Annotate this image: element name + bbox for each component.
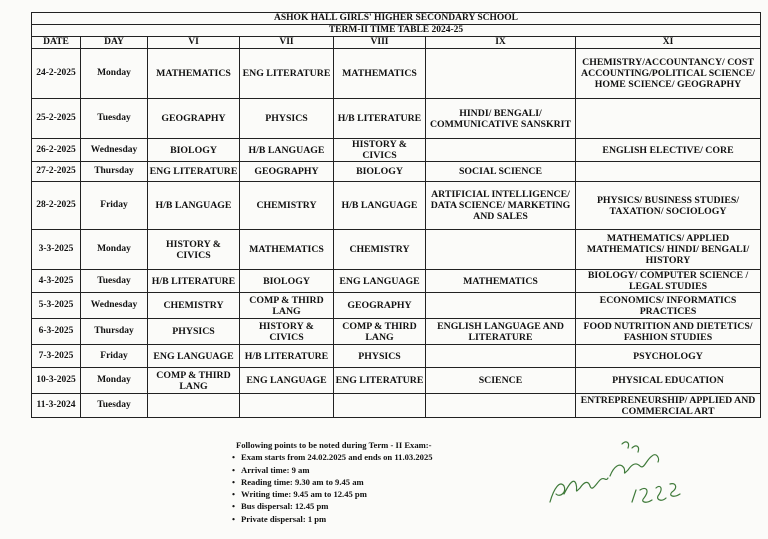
subject-cell-vi: MATHEMATICS	[148, 49, 240, 99]
subject-cell-vi: COMP & THIRD LANG	[148, 368, 240, 394]
subject-cell-viii: H/B LITERATURE	[334, 99, 426, 139]
bullet-icon: •	[232, 452, 236, 463]
subject-cell-ix	[426, 345, 576, 368]
day-cell: Tuesday	[81, 270, 148, 293]
timetable	[31, 12, 761, 418]
note-text: Private dispersal: 1 pm	[241, 513, 327, 524]
subject-cell-vi: ENG LITERATURE	[148, 162, 240, 182]
date-cell: 11-3-2024	[32, 394, 81, 418]
notes-heading: Following points to be noted during Term - II Exam:-	[236, 440, 432, 450]
subject-cell-xi: MATHEMATICS/ APPLIED MATHEMATICS/ HINDI/ BENGALI/ HISTORY	[576, 230, 761, 270]
subject-cell-xi	[576, 99, 761, 139]
subject-cell-vii: CHEMISTRY	[240, 182, 334, 230]
subject-cell-viii: H/B LANGUAGE	[334, 182, 426, 230]
subject-cell-vi: HISTORY & CIVICS	[148, 230, 240, 270]
subject-cell-xi: PSYCHOLOGY	[576, 345, 761, 368]
subject-cell-viii: CHEMISTRY	[334, 230, 426, 270]
subject-cell-vi: GEOGRAPHY	[148, 99, 240, 139]
subject-cell-viii: ENG LANGUAGE	[334, 270, 426, 293]
table-row	[32, 394, 761, 418]
table-row	[32, 139, 761, 162]
bullet-icon: •	[232, 501, 236, 512]
date-cell: 24-2-2025	[32, 49, 81, 99]
notes-list	[228, 451, 548, 525]
subject-cell-vii: GEOGRAPHY	[240, 162, 334, 182]
subject-cell-vii: ENG LANGUAGE	[240, 368, 334, 394]
subject-cell-ix	[426, 139, 576, 162]
day-cell: Tuesday	[81, 99, 148, 139]
subject-cell-vi: CHEMISTRY	[148, 293, 240, 319]
subject-cell-vii: H/B LITERATURE	[240, 345, 334, 368]
day-cell: Thursday	[81, 162, 148, 182]
header-class-vi: VI	[148, 37, 240, 49]
day-cell: Monday	[81, 368, 148, 394]
subject-cell-ix: SCIENCE	[426, 368, 576, 394]
bullet-icon: •	[232, 513, 236, 524]
note-item	[228, 488, 548, 500]
subject-cell-ix: HINDI/ BENGALI/ COMMUNICATIVE SANSKRIT	[426, 99, 576, 139]
subject-cell-xi	[576, 162, 761, 182]
note-item	[228, 451, 548, 463]
note-item	[228, 464, 548, 476]
date-cell: 4-3-2025	[32, 270, 81, 293]
bullet-icon: •	[232, 464, 236, 475]
subject-cell-vii: HISTORY & CIVICS	[240, 319, 334, 345]
date-cell: 6-3-2025	[32, 319, 81, 345]
subject-cell-viii	[334, 394, 426, 418]
subject-cell-xi: ENGLISH ELECTIVE/ CORE	[576, 139, 761, 162]
subject-cell-xi: ECONOMICS/ INFORMATICS PRACTICES	[576, 293, 761, 319]
subject-cell-xi: PHYSICS/ BUSINESS STUDIES/ TAXATION/ SOCIOLOGY	[576, 182, 761, 230]
date-cell: 26-2-2025	[32, 139, 81, 162]
table-row	[32, 99, 761, 139]
school-name: ASHOK HALL GIRLS' HIGHER SECONDARY SCHOOL	[32, 13, 761, 25]
table-row	[32, 162, 761, 182]
subject-cell-vi: PHYSICS	[148, 319, 240, 345]
table-row	[32, 293, 761, 319]
subject-cell-viii: MATHEMATICS	[334, 49, 426, 99]
note-text: Bus dispersal: 12.45 pm	[241, 501, 329, 512]
table-row	[32, 182, 761, 230]
subject-cell-xi: BIOLOGY/ COMPUTER SCIENCE / LEGAL STUDIES	[576, 270, 761, 293]
day-cell: Monday	[81, 49, 148, 99]
date-cell: 7-3-2025	[32, 345, 81, 368]
note-text: Writing time: 9.45 am to 12.45 pm	[241, 489, 367, 500]
header-day: DAY	[81, 37, 148, 49]
subject-cell-xi: PHYSICAL EDUCATION	[576, 368, 761, 394]
table-row	[32, 230, 761, 270]
bullet-icon: •	[232, 489, 236, 500]
subject-cell-ix	[426, 230, 576, 270]
subject-cell-vii: H/B LANGUAGE	[240, 139, 334, 162]
subject-cell-vii: ENG LITERATURE	[240, 49, 334, 99]
subject-cell-ix	[426, 293, 576, 319]
note-item	[228, 500, 548, 512]
table-row	[32, 345, 761, 368]
table-row	[32, 270, 761, 293]
header-date: DATE	[32, 37, 81, 49]
header-class-viii: VIII	[334, 37, 426, 49]
day-cell: Wednesday	[81, 139, 148, 162]
subject-cell-xi: ENTREPRENEURSHIP/ APPLIED AND COMMERCIAL ART	[576, 394, 761, 418]
subject-cell-xi: CHEMISTRY/ACCOUNTANCY/ COST ACCOUNTING/POLITICAL SCIENCE/ HOME SCIENCE/ GEOGRAPHY	[576, 49, 761, 99]
table-row	[32, 368, 761, 394]
day-cell: Wednesday	[81, 293, 148, 319]
table-row	[32, 319, 761, 345]
subject-cell-viii: HISTORY & CIVICS	[334, 139, 426, 162]
subject-cell-vi: BIOLOGY	[148, 139, 240, 162]
subject-cell-vii: BIOLOGY	[240, 270, 334, 293]
header-class-vii: VII	[240, 37, 334, 49]
day-cell: Friday	[81, 345, 148, 368]
day-cell: Thursday	[81, 319, 148, 345]
table-row	[32, 49, 761, 99]
subject-cell-xi: FOOD NUTRITION AND DIETETICS/ FASHION STUDIES	[576, 319, 761, 345]
subject-cell-viii: COMP & THIRD LANG	[334, 319, 426, 345]
subject-cell-vii: COMP & THIRD LANG	[240, 293, 334, 319]
note-text: Reading time: 9.30 am to 9.45 am	[241, 476, 364, 487]
subject-cell-ix: ENGLISH LANGUAGE AND LITERATURE	[426, 319, 576, 345]
signature	[540, 436, 690, 516]
day-cell: Tuesday	[81, 394, 148, 418]
subject-cell-vi	[148, 394, 240, 418]
subject-cell-ix	[426, 394, 576, 418]
subject-cell-viii: BIOLOGY	[334, 162, 426, 182]
subject-cell-viii: ENG LITERATURE	[334, 368, 426, 394]
exam-notes	[228, 439, 548, 525]
header-class-xi: XI	[576, 37, 761, 49]
date-cell: 27-2-2025	[32, 162, 81, 182]
subject-cell-ix: SOCIAL SCIENCE	[426, 162, 576, 182]
subject-cell-vi: H/B LITERATURE	[148, 270, 240, 293]
date-cell: 10-3-2025	[32, 368, 81, 394]
date-cell: 25-2-2025	[32, 99, 81, 139]
date-cell: 5-3-2025	[32, 293, 81, 319]
subject-cell-ix: ARTIFICIAL INTELLIGENCE/ DATA SCIENCE/ MARKETING AND SALES	[426, 182, 576, 230]
subject-cell-vii	[240, 394, 334, 418]
subject-cell-vii: PHYSICS	[240, 99, 334, 139]
subject-cell-vi: ENG LANGUAGE	[148, 345, 240, 368]
timetable-sheet	[31, 12, 760, 418]
day-cell: Monday	[81, 230, 148, 270]
note-item	[228, 476, 548, 488]
date-cell: 3-3-2025	[32, 230, 81, 270]
header-class-ix: IX	[426, 37, 576, 49]
subject-cell-viii: GEOGRAPHY	[334, 293, 426, 319]
term-title: TERM-II TIME TABLE 2024-25	[32, 25, 761, 37]
subject-cell-viii: PHYSICS	[334, 345, 426, 368]
note-item	[228, 513, 548, 525]
day-cell: Friday	[81, 182, 148, 230]
date-cell: 28-2-2025	[32, 182, 81, 230]
subject-cell-ix: MATHEMATICS	[426, 270, 576, 293]
subject-cell-vii: MATHEMATICS	[240, 230, 334, 270]
note-text: Arrival time: 9 am	[241, 464, 310, 475]
note-text: Exam starts from 24.02.2025 and ends on 11.03.2025	[241, 452, 433, 463]
subject-cell-ix	[426, 49, 576, 99]
subject-cell-vi: H/B LANGUAGE	[148, 182, 240, 230]
bullet-icon: •	[232, 476, 236, 487]
